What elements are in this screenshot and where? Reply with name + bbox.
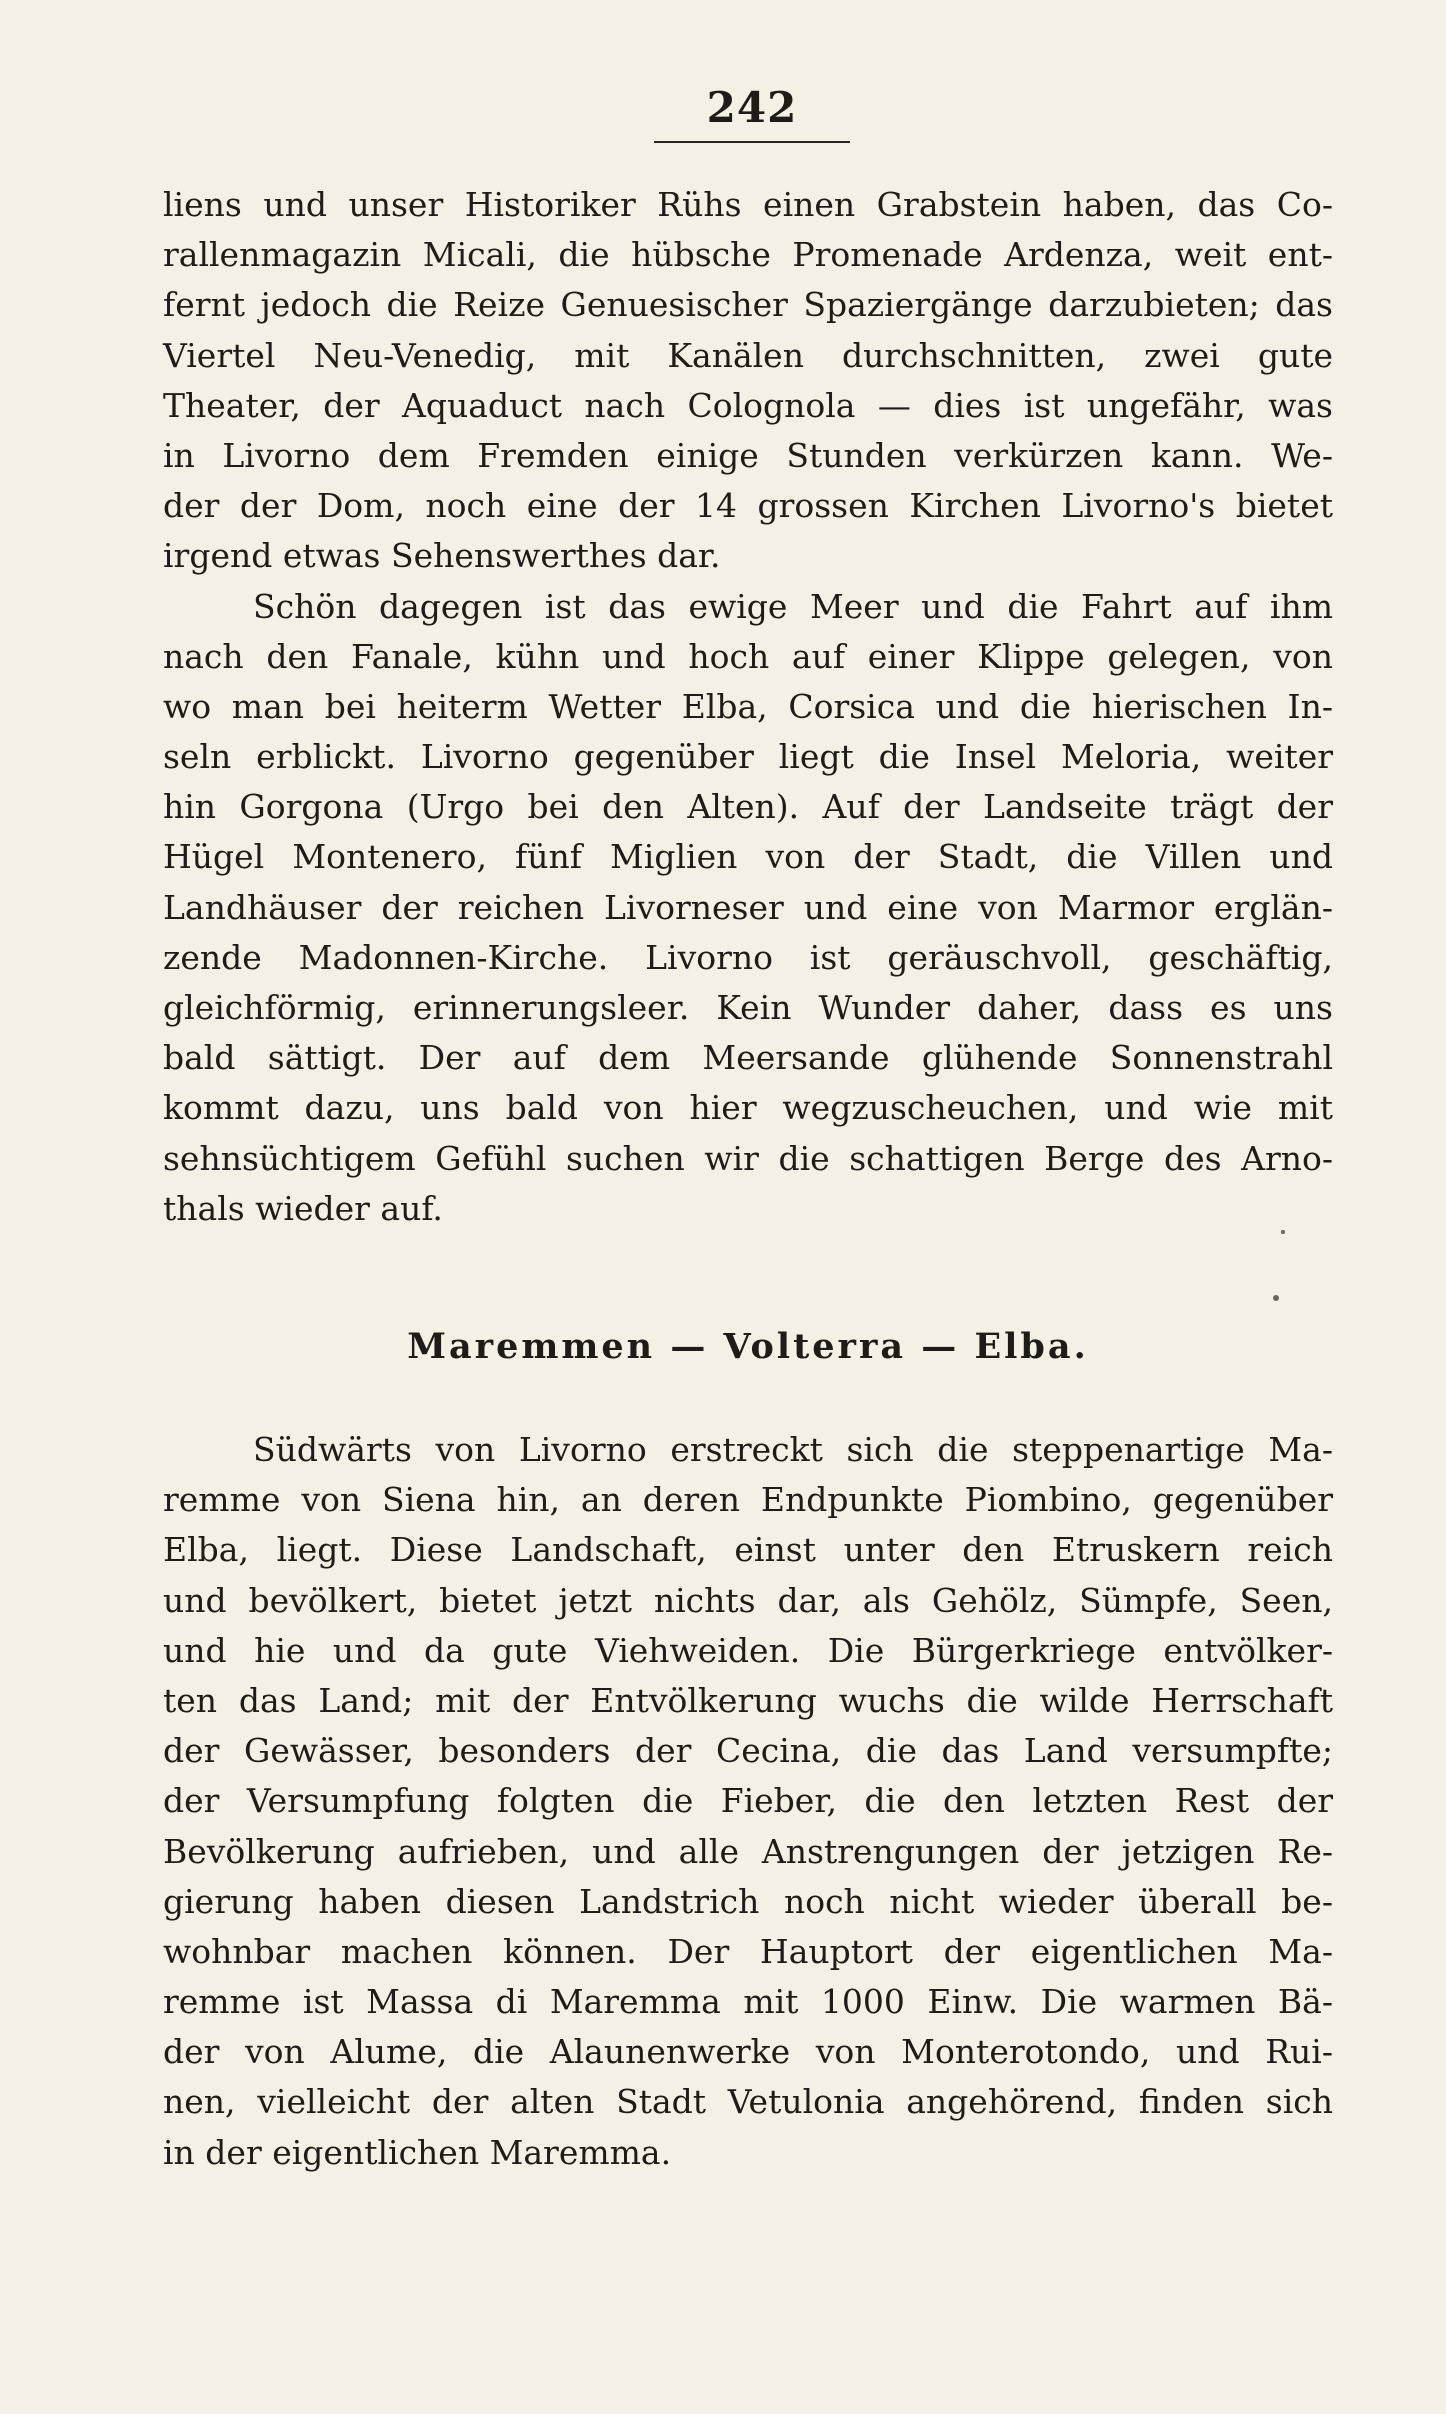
text-line: fernt jedoch die Reize Genuesischer Spaziergänge darzubieten; das <box>163 285 1333 325</box>
text-line: remme ist Massa di Maremma mit 1000 Einw. Die warmen Bä- <box>163 1982 1333 2022</box>
paragraph-maremma <box>163 1425 1333 2178</box>
lower-text-block <box>163 1425 1333 2178</box>
text-line: der Gewässer, besonders der Cecina, die das Land versumpfte; <box>163 1731 1333 1771</box>
text-line: der der Dom, noch eine der 14 grossen Kirchen Livorno's bietet <box>163 486 1333 526</box>
page-number-rule <box>654 141 850 143</box>
text-line: zende Madonnen-Kirche. Livorno ist geräuschvoll, geschäftig, <box>163 937 1333 977</box>
text-line: irgend etwas Sehenswerthes dar. <box>163 536 721 576</box>
text-line: und hie und da gute Viehweiden. Die Bürgerkriege entvölker- <box>163 1630 1333 1670</box>
text-line: nach den Fanale, kühn und hoch auf einer Klippe gelegen, von <box>163 636 1333 676</box>
text-line: der von Alume, die Alaunenwerke von Monterotondo, und Rui- <box>163 2032 1333 2072</box>
text-line: thals wieder auf. <box>163 1188 443 1228</box>
text-line: und bevölkert, bietet jetzt nichts dar, als Gehölz, Sümpfe, Seen, <box>163 1580 1333 1620</box>
section-heading: Maremmen — Volterra — Elba. <box>407 1326 1089 1367</box>
text-line: gleichförmig, erinnerungsleer. Kein Wunder daher, dass es uns <box>163 988 1333 1027</box>
text-line: rallenmagazin Micali, die hübsche Promenade Ardenza, weit ent- <box>163 235 1333 275</box>
text-line: Hügel Montenero, fünf Miglien von der Stadt, die Villen und <box>163 837 1333 877</box>
text-line: in Livorno dem Fremden einige Stunden verkürzen kann. We- <box>163 435 1333 475</box>
text-line: Südwärts von Livorno erstreckt sich die steppenartige Ma- <box>253 1430 1333 1469</box>
text-line: Viertel Neu-Venedig, mit Kanälen durchschnitten, zwei gute <box>163 335 1333 375</box>
paragraph-sea-and-surroundings <box>163 582 1333 1234</box>
ink-speck <box>1273 1295 1279 1301</box>
text-line: sehnsüchtigem Gefühl suchen wir die schattigen Berge des Arno- <box>163 1138 1333 1178</box>
text-line: Landhäuser der reichen Livorneser und eine von Marmor erglän- <box>163 887 1333 927</box>
text-line: ten das Land; mit der Entvölkerung wuchs die wilde Herrschaft <box>163 1680 1333 1720</box>
text-line: nen, vielleicht der alten Stadt Vetulonia angehörend, finden sich <box>163 2082 1333 2122</box>
text-line: Theater, der Aquaduct nach Colognola — dies ist ungefähr, was <box>163 385 1333 425</box>
text-line: liens und unser Historiker Rühs einen Grabstein haben, das Co- <box>163 185 1333 224</box>
text-line: gierung haben diesen Landstrich noch nicht wieder überall be- <box>163 1881 1333 1921</box>
page-number: 242 <box>706 83 798 132</box>
text-line: der Versumpfung folgten die Fieber, die den letzten Rest der <box>163 1781 1333 1821</box>
text-line: wohnbar machen können. Der Hauptort der eigentlichen Ma- <box>163 1931 1333 1971</box>
text-line: Schön dagegen ist das ewige Meer und die Fahrt auf ihm <box>253 586 1333 626</box>
text-line: kommt dazu, uns bald von hier wegzuscheuchen, und wie mit <box>163 1088 1333 1128</box>
text-line: Elba, liegt. Diese Landschaft, einst unter den Etruskern reich <box>163 1530 1333 1570</box>
paragraph-livorno-sights <box>163 180 1333 582</box>
upper-text-block <box>163 180 1333 1234</box>
text-line: in der eigentlichen Maremma. <box>163 2132 672 2172</box>
text-line: hin Gorgona (Urgo bei den Alten). Auf der Landseite trägt der <box>163 787 1333 827</box>
text-line: bald sättigt. Der auf dem Meersande glühende Sonnenstrahl <box>163 1038 1333 1078</box>
text-line: seln erblickt. Livorno gegenüber liegt die Insel Meloria, weiter <box>163 737 1333 777</box>
text-line: wo man bei heiterm Wetter Elba, Corsica und die hierischen In- <box>163 686 1333 726</box>
text-line: remme von Siena hin, an deren Endpunkte Piombino, gegenüber <box>163 1480 1333 1520</box>
text-line: Bevölkerung aufrieben, und alle Anstrengungen der jetzigen Re- <box>163 1831 1333 1871</box>
